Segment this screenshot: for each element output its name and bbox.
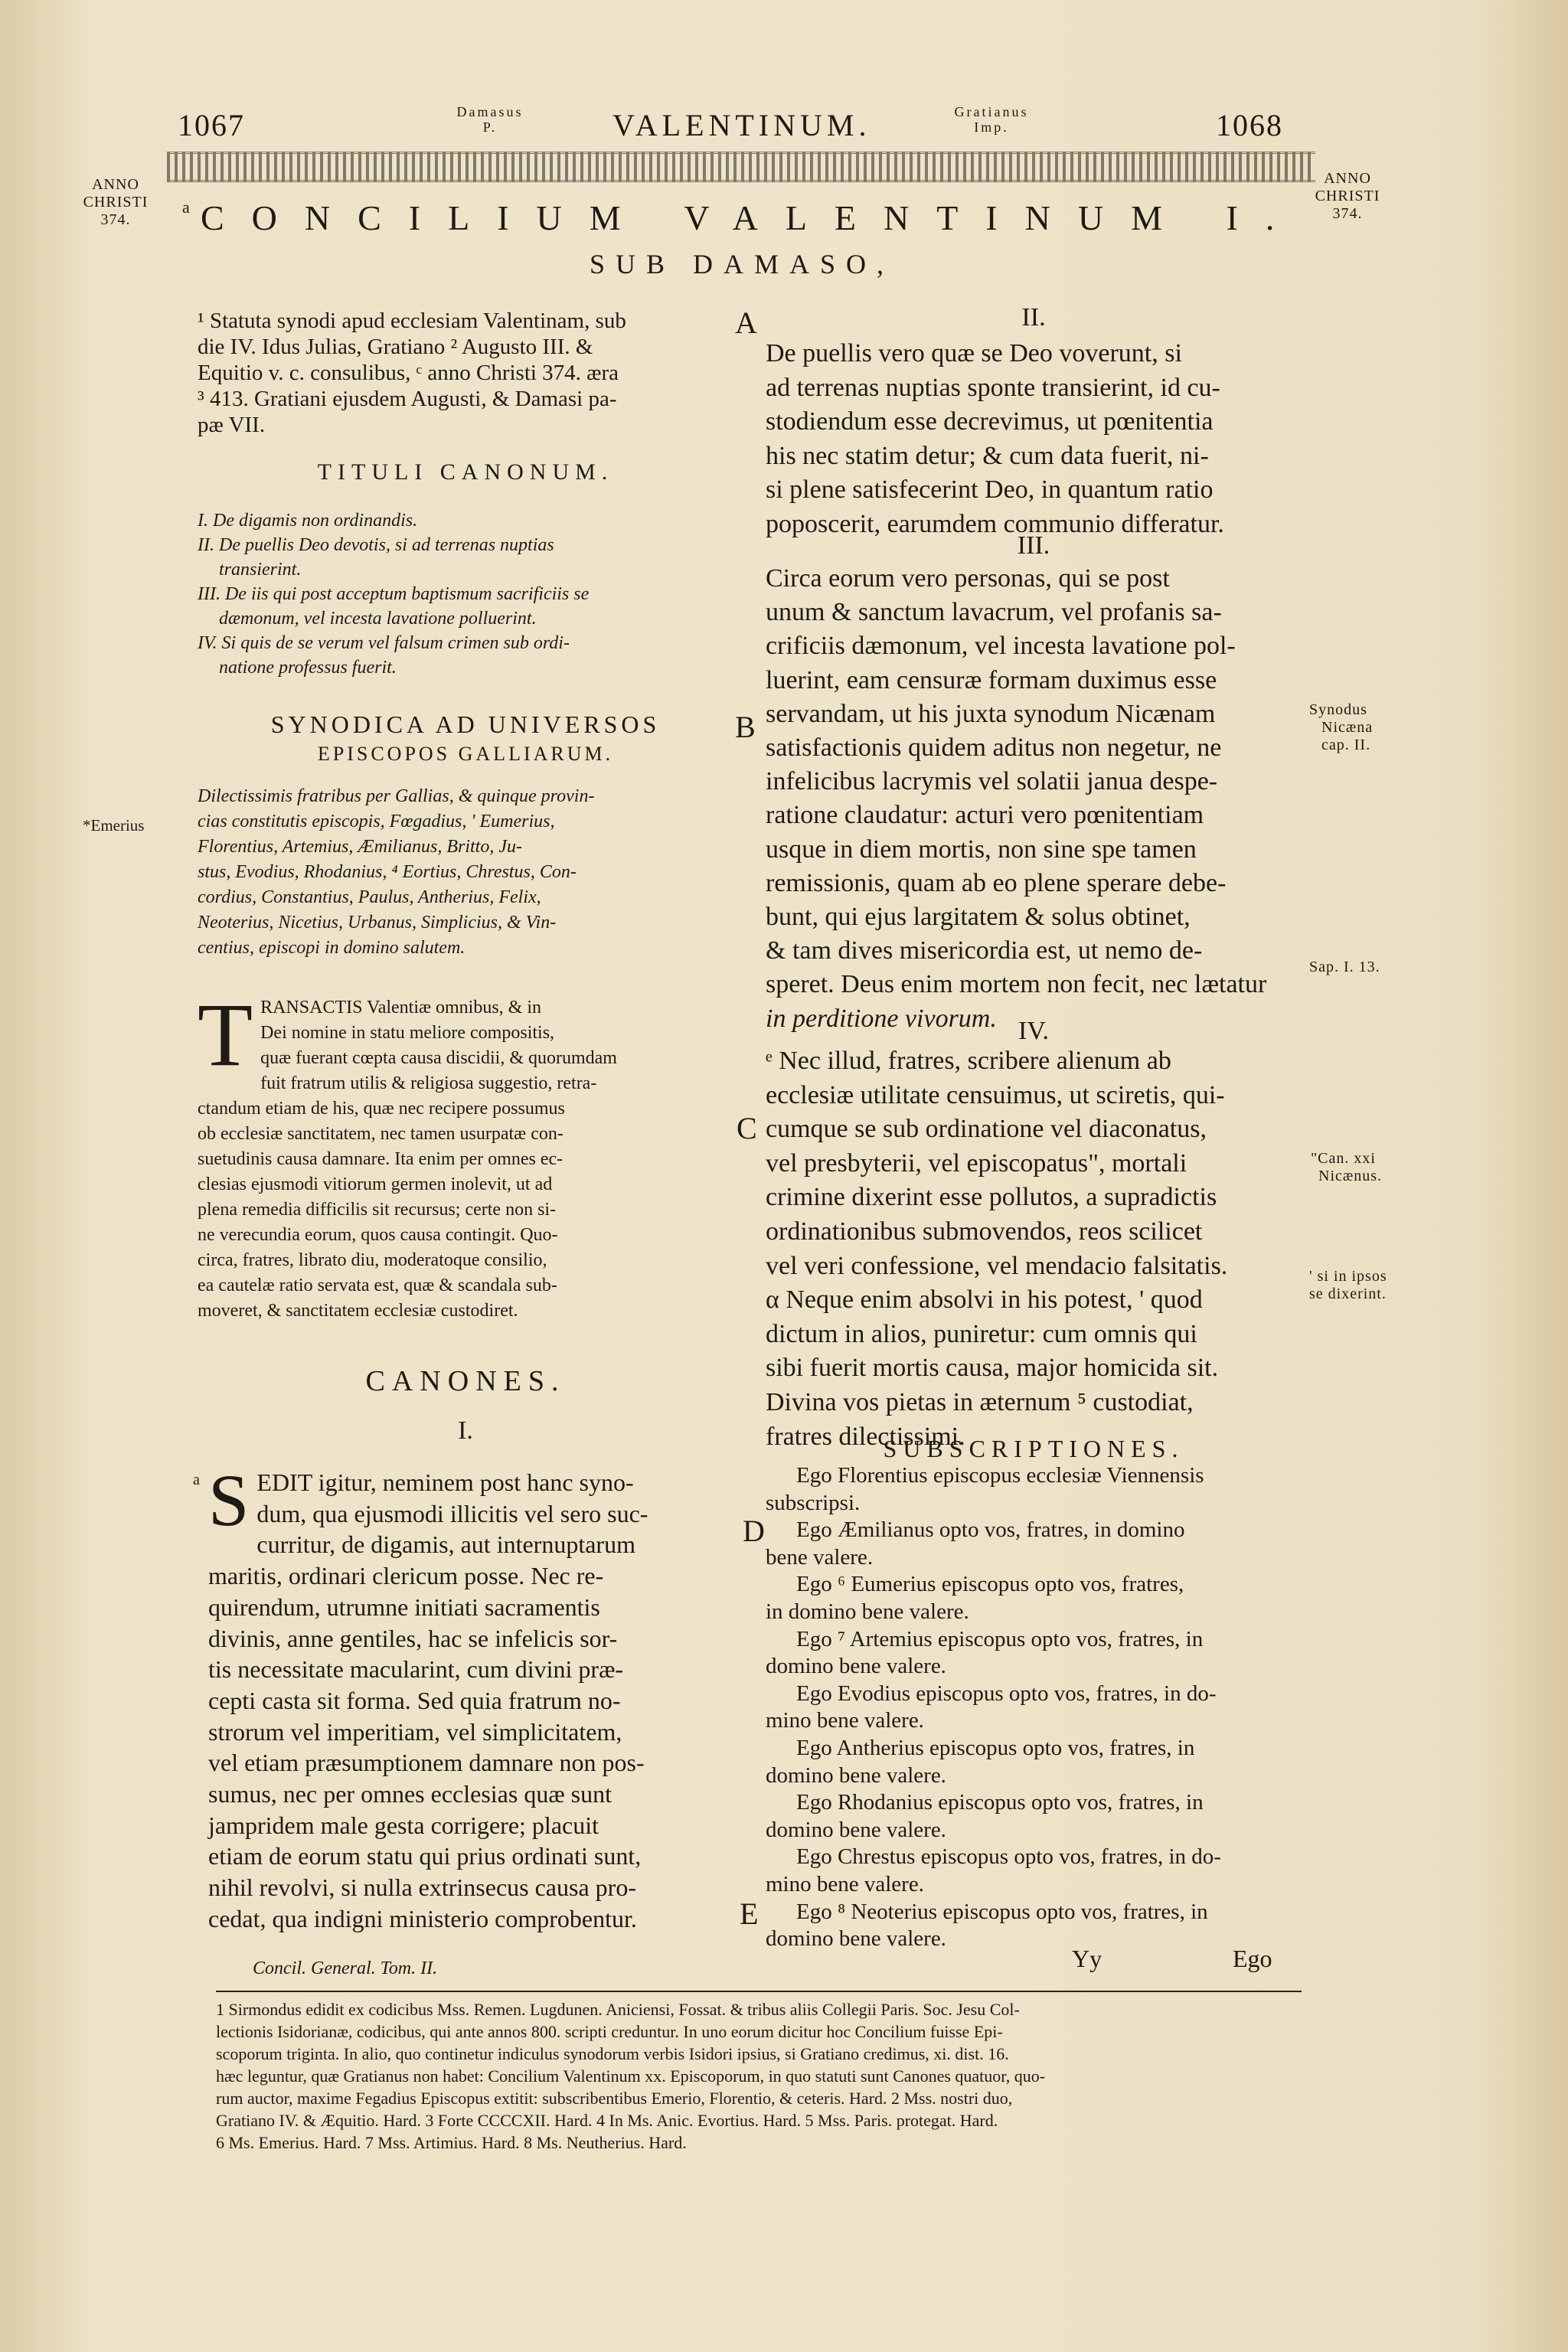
titulus-line: dæmonum, vel incesta lavatione polluerint. [219, 609, 537, 629]
canon1-line: curritur, de digamis, aut internuptarum [256, 1530, 635, 1559]
christi-word: CHRISTI [83, 194, 149, 211]
subscription-line: mino bene valere. [766, 1708, 924, 1733]
drop-cap-t: T [198, 985, 253, 1085]
intro-line: pæ VII. [198, 413, 266, 437]
intro-line: ³ 413. Gratiani ejusdem Augusti, & Damasi pa- [198, 387, 617, 411]
anno-left [83, 176, 149, 229]
canon3-line: in perditione vivorum. [766, 1004, 997, 1033]
titulus-line: IV. Si quis de se verum vel falsum crimen sub ordi- [198, 633, 570, 653]
canon3-line: satisfactionis quidem aditus non negetur, ne [766, 733, 1222, 763]
margin-note-can [1311, 1150, 1382, 1185]
section-letter-e: E [740, 1896, 759, 1931]
canon4-line: ordinationibus submovendos, reos scilicet [766, 1217, 1203, 1246]
footnote-line: hæc leguntur, quæ Gratianus non habet: Concilium Valentinum xx. Episcoporum, in quo statuti sunt Canones quatuor, quo- [216, 2066, 1046, 2086]
gratianus-label: Gratianus [954, 104, 1029, 119]
intro-line: Equitio v. c. consulibus, ᶜ anno Christi 374. æra [198, 361, 619, 385]
canon1-line: sumus, nec per omnes ecclesias quæ sunt [208, 1780, 612, 1808]
synodica-heading: SYNODICA AD UNIVERSOS [270, 710, 661, 738]
canon4-line: sibi fuerit mortis causa, major homicida sit. [766, 1354, 1219, 1383]
canon2-line: ad terrenas nuptias sponte transierint, id cu- [766, 373, 1220, 402]
canon3-line: ratione claudatur: acturi vero pœnitentiam [766, 801, 1204, 830]
footnote-line: 6 Ms. Emerius. Hard. 7 Mss. Artimius. Hard. 8 Ms. Neutherius. Hard. [216, 2133, 687, 2152]
transactis-line: ctandum etiam de his, quæ nec recipere possumus [198, 1099, 565, 1119]
subscription-line: Ego Florentius episcopus ecclesiæ Viennensis [796, 1463, 1204, 1488]
footer-left: Concil. General. Tom. II. [253, 1958, 438, 1978]
page-number-left: 1067 [178, 108, 245, 142]
year: 374. [1332, 205, 1363, 222]
section-letter-b: B [735, 710, 756, 744]
christi-word: CHRISTI [1315, 188, 1380, 204]
subscription-line: Ego ⁸ Neoterius episcopus opto vos, fratres, in [796, 1899, 1208, 1924]
titulus-line: transierint. [219, 560, 302, 580]
anno-word: ANNO [92, 176, 139, 193]
canon1-line: tis necessitate macularint, cum divini præ- [208, 1655, 624, 1684]
canon4-line: fratres dilectissimi. [766, 1422, 965, 1451]
canon3-line: speret. Deus enim mortem non fecit, nec lætatur [766, 970, 1267, 999]
titulus-line: II. De puellis Deo devotis, si ad terrenas nuptias [198, 535, 554, 555]
salutation-line: cias constitutis episcopis, Fœgadius, ' Eumerius, [198, 812, 555, 831]
canon2-line: poposcerit, earumdem communio differatur. [766, 509, 1224, 538]
damasus-label: Damasus [456, 104, 524, 119]
footnote-line: rum auctor, maxime Fegadius Episcopus extitit: subscribentibus Emerio, Florentio, & ceteris. Hard. 2 Mss. nostri duo, [216, 2089, 1013, 2108]
anno-word: ANNO [1324, 170, 1371, 187]
transactis-line: circa, fratres, librato diu, moderatoque consilio, [198, 1250, 547, 1270]
canon4-line: Divina vos pietas in æternum ⁵ custodiat, [766, 1387, 1194, 1416]
transactis-line: fuit fratrum utilis & religiosa suggestio, retra- [260, 1073, 597, 1093]
note-line: ' si in ipsos [1309, 1268, 1387, 1285]
footnote-line: Gratiano IV. & Æquitio. Hard. 3 Forte CCCCXII. Hard. 4 In Ms. Anic. Evortius. Hard. 5 Mss. Paris. protegat. Hard. [216, 2111, 998, 2130]
subscriptiones-heading: SUBSCRIPTIONES. [883, 1435, 1184, 1462]
salutation-line: stus, Evodius, Rhodanius, ⁴ Eortius, Chrestus, Con- [198, 862, 577, 882]
damasus-sub: P. [482, 119, 498, 135]
salutation-line: Neoterius, Nicetius, Urbanus, Simplicius, & Vin- [198, 913, 557, 933]
subscription-line: Ego Chrestus episcopus opto vos, fratres, in do- [796, 1844, 1221, 1870]
footnotes [216, 1998, 1302, 2154]
running-head-damasus [436, 104, 544, 135]
synodica-sub: EPISCOPOS GALLIARUM. [317, 743, 614, 765]
drop-cap-s: S [208, 1459, 250, 1541]
salutation [198, 784, 733, 961]
transactis-line: ea cautelæ ratio servata est, quæ & scandala sub- [198, 1276, 557, 1295]
footnote-line: lectionis Isidorianæ, codicibus, qui ante annos 800. scripti creduntur. In uno eorum dicitur hoc Concilium fuisse Epi- [216, 2022, 1003, 2041]
transactis-paragraph [198, 985, 733, 1324]
salutation-line: centius, episcopi in domino salutem. [198, 938, 466, 958]
subscription-line: Ego ⁷ Artemius episcopus opto vos, fratres, in [796, 1626, 1204, 1651]
subscription-line: Ego ⁶ Eumerius episcopus opto vos, fratres, [796, 1572, 1184, 1597]
transactis-line: RANSACTIS Valentiæ omnibus, & in [260, 998, 542, 1018]
canon4-line: cumque se sub ordinatione vel diaconatus, [766, 1115, 1207, 1144]
subscription-line: mino bene valere. [766, 1871, 924, 1896]
canon3-line: Circa eorum vero personas, qui se post [766, 564, 1170, 593]
intro-line: ¹ Statuta synodi apud ecclesiam Valentinam, sub [198, 309, 626, 333]
canon1-line: etiam de eorum statu qui prius ordinati sunt, [208, 1842, 642, 1870]
salutation-line: Florentius, Artemius, Æmilianus, Britto, Ju- [198, 837, 522, 857]
transactis-line: Dei nomine in statu meliore compositis, [260, 1023, 555, 1043]
canon3-line: luerint, eam censuræ formam duximus esse [766, 665, 1217, 694]
subscription-line: Ego Æmilianus opto vos, fratres, in domino [796, 1517, 1185, 1543]
note-line: Nicæna [1321, 719, 1374, 736]
canon1-line: cepti casta sit forma. Sed quia fratrum no- [208, 1686, 621, 1714]
canon3-line: unum & sanctum lavacrum, vel profanis sa- [766, 598, 1222, 627]
section-letter-a: A [735, 305, 757, 340]
canones-heading: CANONES. [365, 1365, 566, 1397]
salutation-line: Dilectissimis fratribus per Gallias, & quinque provin- [198, 786, 595, 806]
canon1-mark: a [193, 1472, 200, 1488]
canon3-line: crificiis dæmonum, vel incesta lavatione pol- [766, 632, 1236, 661]
margin-note-sap: Sap. I. 13. [1309, 959, 1380, 975]
canon4-number: IV. [1018, 1017, 1049, 1045]
subscription-line: domino bene valere. [766, 1762, 946, 1788]
canon2-line: his nec statim detur; & cum data fuerit, ni- [766, 441, 1209, 470]
subscription-line: in domino bene valere. [766, 1599, 969, 1624]
concilium-title: CONCILIUM VALENTINUM I. [201, 198, 1302, 237]
canon1-line: EDIT igitur, neminem post hanc syno- [256, 1468, 634, 1496]
anno-right [1311, 170, 1384, 223]
canon1-line: strorum vel imperitiam, vel simplicitatem, [208, 1717, 622, 1746]
salutation-line: cordius, Constantius, Paulus, Antherius, Felix, [198, 887, 541, 907]
canon3-line: servandam, ut his juxta synodum Nicænam [766, 699, 1216, 728]
canon1-line: jampridem male gesta corrigere; placuit [208, 1811, 599, 1839]
footnote-line: 1 Sirmondus edidit ex codicibus Mss. Remen. Lugdunen. Aniciensi, Fossat. & tribus aliis Collegii Paris. Soc. Jesu Col- [216, 2000, 1020, 2019]
year: 374. [100, 211, 131, 228]
title-sub: SUB DAMASO, [590, 249, 895, 279]
note-line: se dixerint. [1309, 1285, 1387, 1302]
canon1-line: cedat, qua indigni ministerio comprobentur. [208, 1904, 637, 1932]
footnote-rule [216, 1991, 1302, 1992]
intro-line: die IV. Idus Julias, Gratiano ² Augusto III. & [198, 335, 593, 359]
canon4-line: crimine dixerint esse pollutos, a supradictis [766, 1183, 1217, 1212]
tituli-list [198, 508, 733, 680]
canon3-line: remissionis, quam ab eo plene sperare debe- [766, 868, 1227, 897]
margin-note-si [1309, 1268, 1387, 1303]
canon2-line: si plene satisfecerint Deo, in quantum ratio [766, 475, 1214, 505]
transactis-line: moveret, & sanctitatem ecclesiæ custodiret. [198, 1301, 518, 1321]
canon1-line: vel etiam præsumptionem damnare non pos- [208, 1749, 645, 1777]
gratianus-sub: Imp. [974, 119, 1009, 135]
margin-note-synodus [1309, 701, 1373, 754]
intro-block [198, 308, 733, 438]
canon4-line: α Neque enim absolvi in his potest, ' quod [766, 1285, 1203, 1315]
transactis-line: ob ecclesiæ sanctitatem, nec tamen usurpatæ con- [198, 1124, 564, 1144]
subscription-line: domino bene valere. [766, 1654, 946, 1679]
canon4-line: vel presbyterii, vel episcopatus", mortali [766, 1148, 1187, 1178]
titulus-line: I. De digamis non ordinandis. [198, 511, 418, 531]
subscription-line: subscripsi. [766, 1490, 861, 1515]
section-letter-d: D [743, 1514, 765, 1548]
canon3-number: III. [1017, 531, 1050, 560]
canon1-line: dum, qua ejusmodi illicitis vel sero suc- [256, 1499, 648, 1527]
titulus-line: III. De iis qui post acceptum baptismum sacrificiis se [198, 584, 590, 604]
ornament-band [167, 152, 1315, 182]
page-number-right: 1068 [1216, 108, 1283, 142]
canon2-line: stodiendum esse decrevimus, ut pœnitentia [766, 407, 1214, 436]
canon3-line: & tam dives misericordia est, ut nemo de- [766, 936, 1203, 965]
canon2-text [766, 337, 1302, 542]
subscriptiones-list [766, 1462, 1302, 1953]
canon1-line: divinis, anne gentiles, hac se infelicis sor- [208, 1624, 618, 1652]
note-line: "Can. xxi [1311, 1150, 1376, 1167]
note-line: cap. II. [1321, 737, 1371, 753]
transactis-line: clesias ejusmodi vitiorum germen inolevit, ut ad [198, 1174, 553, 1194]
canon1-text [208, 1459, 733, 1935]
canon1-line: maritis, ordinari clericum posse. Nec re- [208, 1562, 604, 1590]
canon4-line: ᵉ Nec illud, fratres, scribere alienum ab [766, 1047, 1171, 1075]
canon3-line: bunt, qui ejus largitatem & solus obtinet, [766, 903, 1191, 932]
note-line: Nicænus. [1318, 1168, 1382, 1184]
subscription-line: Ego Rhodanius episcopus opto vos, fratres, in [796, 1790, 1204, 1815]
transactis-line: suetudinis causa damnare. Ita enim per omnes ec- [198, 1149, 564, 1169]
margin-note-emerius: *Emerius [83, 816, 145, 835]
footnote-line: scoporum triginta. In alio, quo continetur indiculus synodorum verbis Isidori ipsius, si Gratiano credimus, xi. dist. 16. [216, 2044, 1009, 2063]
canon2-line: De puellis vero quæ se Deo voverunt, si [766, 339, 1182, 368]
subscription-line: Ego Antherius episcopus opto vos, fratres, in [796, 1735, 1195, 1760]
transactis-line: quæ fuerant cœpta causa discidii, & quorumdam [260, 1048, 617, 1068]
section-letter-c: C [737, 1111, 757, 1145]
canon4-text [766, 1044, 1302, 1454]
canon4-line: dictum in alios, puniretur: cum omnis qui [766, 1319, 1197, 1348]
canon1-line: quirendum, utrumne initiati sacramentis [208, 1592, 600, 1621]
note-line: Synodus [1309, 701, 1367, 718]
canon3-line: infelicibus lacrymis vel solatii janua despe- [766, 767, 1218, 796]
signature-mark: Yy [1072, 1945, 1102, 1972]
canon1-number: I. [458, 1416, 473, 1445]
canon4-line: vel veri confessione, vel mendacio falsitatis. [766, 1251, 1228, 1280]
subscription-line: Ego Evodius episcopus opto vos, fratres, in do- [796, 1681, 1217, 1706]
transactis-line: plena remedia difficilis sit recursus; certe non si- [198, 1200, 557, 1220]
canon1-line: nihil revolvi, si nulla extrinsecus causa pro- [208, 1873, 636, 1902]
titulus-line: natione professus fuerit. [219, 658, 397, 678]
catchword: Ego [1233, 1945, 1272, 1972]
transactis-line: ne verecundia eorum, quos causa contingit. Quo- [198, 1225, 558, 1245]
running-head-gratianus [926, 104, 1057, 135]
title-mark-a: a [182, 198, 190, 217]
canon4-line: ecclesiæ utilitate censuimus, ut sciretis, qui- [766, 1080, 1225, 1109]
tituli-heading: TITULI CANONUM. [317, 459, 614, 485]
canon2-number: II. [1021, 303, 1046, 332]
canon3-line: usque in diem mortis, non sine spe tamen [766, 835, 1197, 864]
subscription-line: domino bene valere. [766, 1817, 946, 1842]
subscription-line: bene valere. [766, 1544, 874, 1570]
subscription-line: domino bene valere. [766, 1926, 946, 1952]
running-title: VALENTINUM. [612, 108, 871, 142]
canon3-text [766, 562, 1302, 1036]
